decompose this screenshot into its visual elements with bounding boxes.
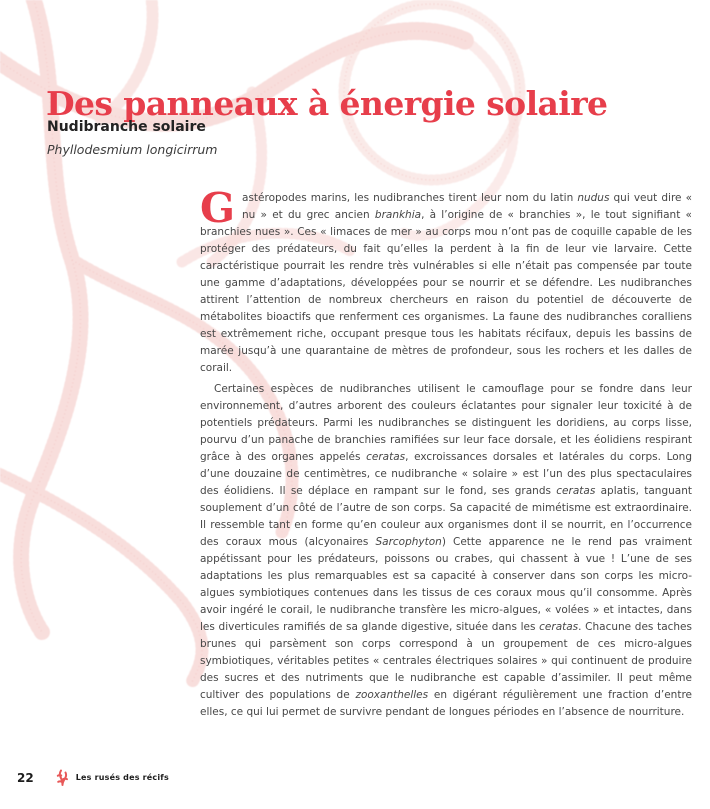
paragraph	[200, 381, 692, 721]
text-run: astéropodes marins, les nudibranches tirent leur nom du latin	[242, 192, 578, 204]
italic-term: zooxanthelles	[355, 689, 429, 701]
species-scientific-name: Phyllodesmium longicirrum	[47, 142, 218, 157]
text-run: en digérant régulièrement une fraction d’entre elles, ce qui lui permet de survivre pendant de longues périodes en l’absence de nourriture.	[200, 689, 692, 718]
page-footer	[17, 769, 169, 786]
text-run: ) Cette apparence ne le rend pas vraiment appétissant pour les prédateurs, poissons ou crabes, qui chassent à vue ! L’une de ses adaptations les plus remarquables est sa capacité à conserver dans son corps les micro-algues symbiotiques contenues dans les tissus de ces coraux mous qu’il consomme. Après avoir ingéré le corail, le nudibranche transfère les micro-algues, « volées » et intactes, dans les diverticules ramifiés de sa glande digestive, située dans les	[200, 536, 692, 633]
collection-title: Les rusés des récifs	[75, 773, 169, 782]
drop-cap: G	[200, 184, 236, 232]
text-run: . Chacune des taches brunes qui parsèment son corps correspond à un groupement de ces micro-algues symbiotiques, véritables petites « centrales électriques solaires » qui continuent de produire des sucres et des nutriments que le nudibranche est capable d’assimiler. Il peut même cultiver des populations de	[200, 621, 692, 701]
italic-term: nudus	[577, 192, 610, 204]
species-common-name: Nudibranche solaire	[47, 119, 206, 135]
italic-term: Sarcophyton	[375, 536, 442, 548]
page-title: Des panneaux à énergie solaire	[46, 84, 608, 124]
article-body	[200, 184, 692, 721]
coral-icon	[56, 769, 69, 786]
text-run: aplatis, tanguant souplement d’un côté de l’autre de son corps. Sa capacité de mimétisme est extraordinaire. Il ressemble tant en forme qu’en couleur aux organismes dont il se nourrit, en l’occurrence des coraux mous (alcyonaires	[200, 485, 692, 548]
text-run: , excroissances dorsales et latérales du corps. Long d’une douzaine de centimètres, ce nudibranche « solaire » est l’un des plus spectaculaires des éolidiens. Il se déplace en rampant sur le fond, ses grands	[200, 451, 692, 497]
text-run: , à l’origine de « branchies », le tout signifiant « branchies nues ». Ces « limaces de mer » au corps mou n’ont pas de coquille capable de les protéger des prédateurs, du fait qu’elles la perdent à la fin de leur vie larvaire. Cette caractéristique pourrait les rendre très vulnérables si elle n’était pas compensée par toute une gamme d’adaptations, développées pour se nourrir et se défendre. Les nudibranches attirent l’attention de nombreux chercheurs en raison du potentiel de découverte de métabolites bioactifs que renferment ces organismes. La faune des nudibranches coralliens est extrêmement riche, occupant presque tous les habitats récifaux, depuis les bassins de marée jusqu’à une quarantaine de mètres de profondeur, sous les rochers et les dalles de corail.	[200, 209, 692, 374]
italic-term: brankhia	[374, 209, 422, 221]
italic-term: ceratas	[556, 485, 596, 497]
paragraph	[200, 184, 692, 377]
text-run: Certaines espèces de nudibranches utilisent le camouflage pour se fondre dans leur environnement, d’autres arborent des couleurs éclatantes pour signaler leur toxicité à de potentiels prédateurs. Parmi les nudibranches se distinguent les doridiens, au corps lisse, pourvu d’un panache de branchies ramifiées sur leur face dorsale, et les éolidiens respirant grâce à des organes appelés	[200, 383, 692, 463]
page-number: 22	[17, 770, 34, 785]
italic-term: ceratas	[366, 451, 406, 463]
text-run: qui veut dire « nu » et du grec ancien	[242, 192, 692, 221]
italic-term: ceratas	[539, 621, 579, 633]
